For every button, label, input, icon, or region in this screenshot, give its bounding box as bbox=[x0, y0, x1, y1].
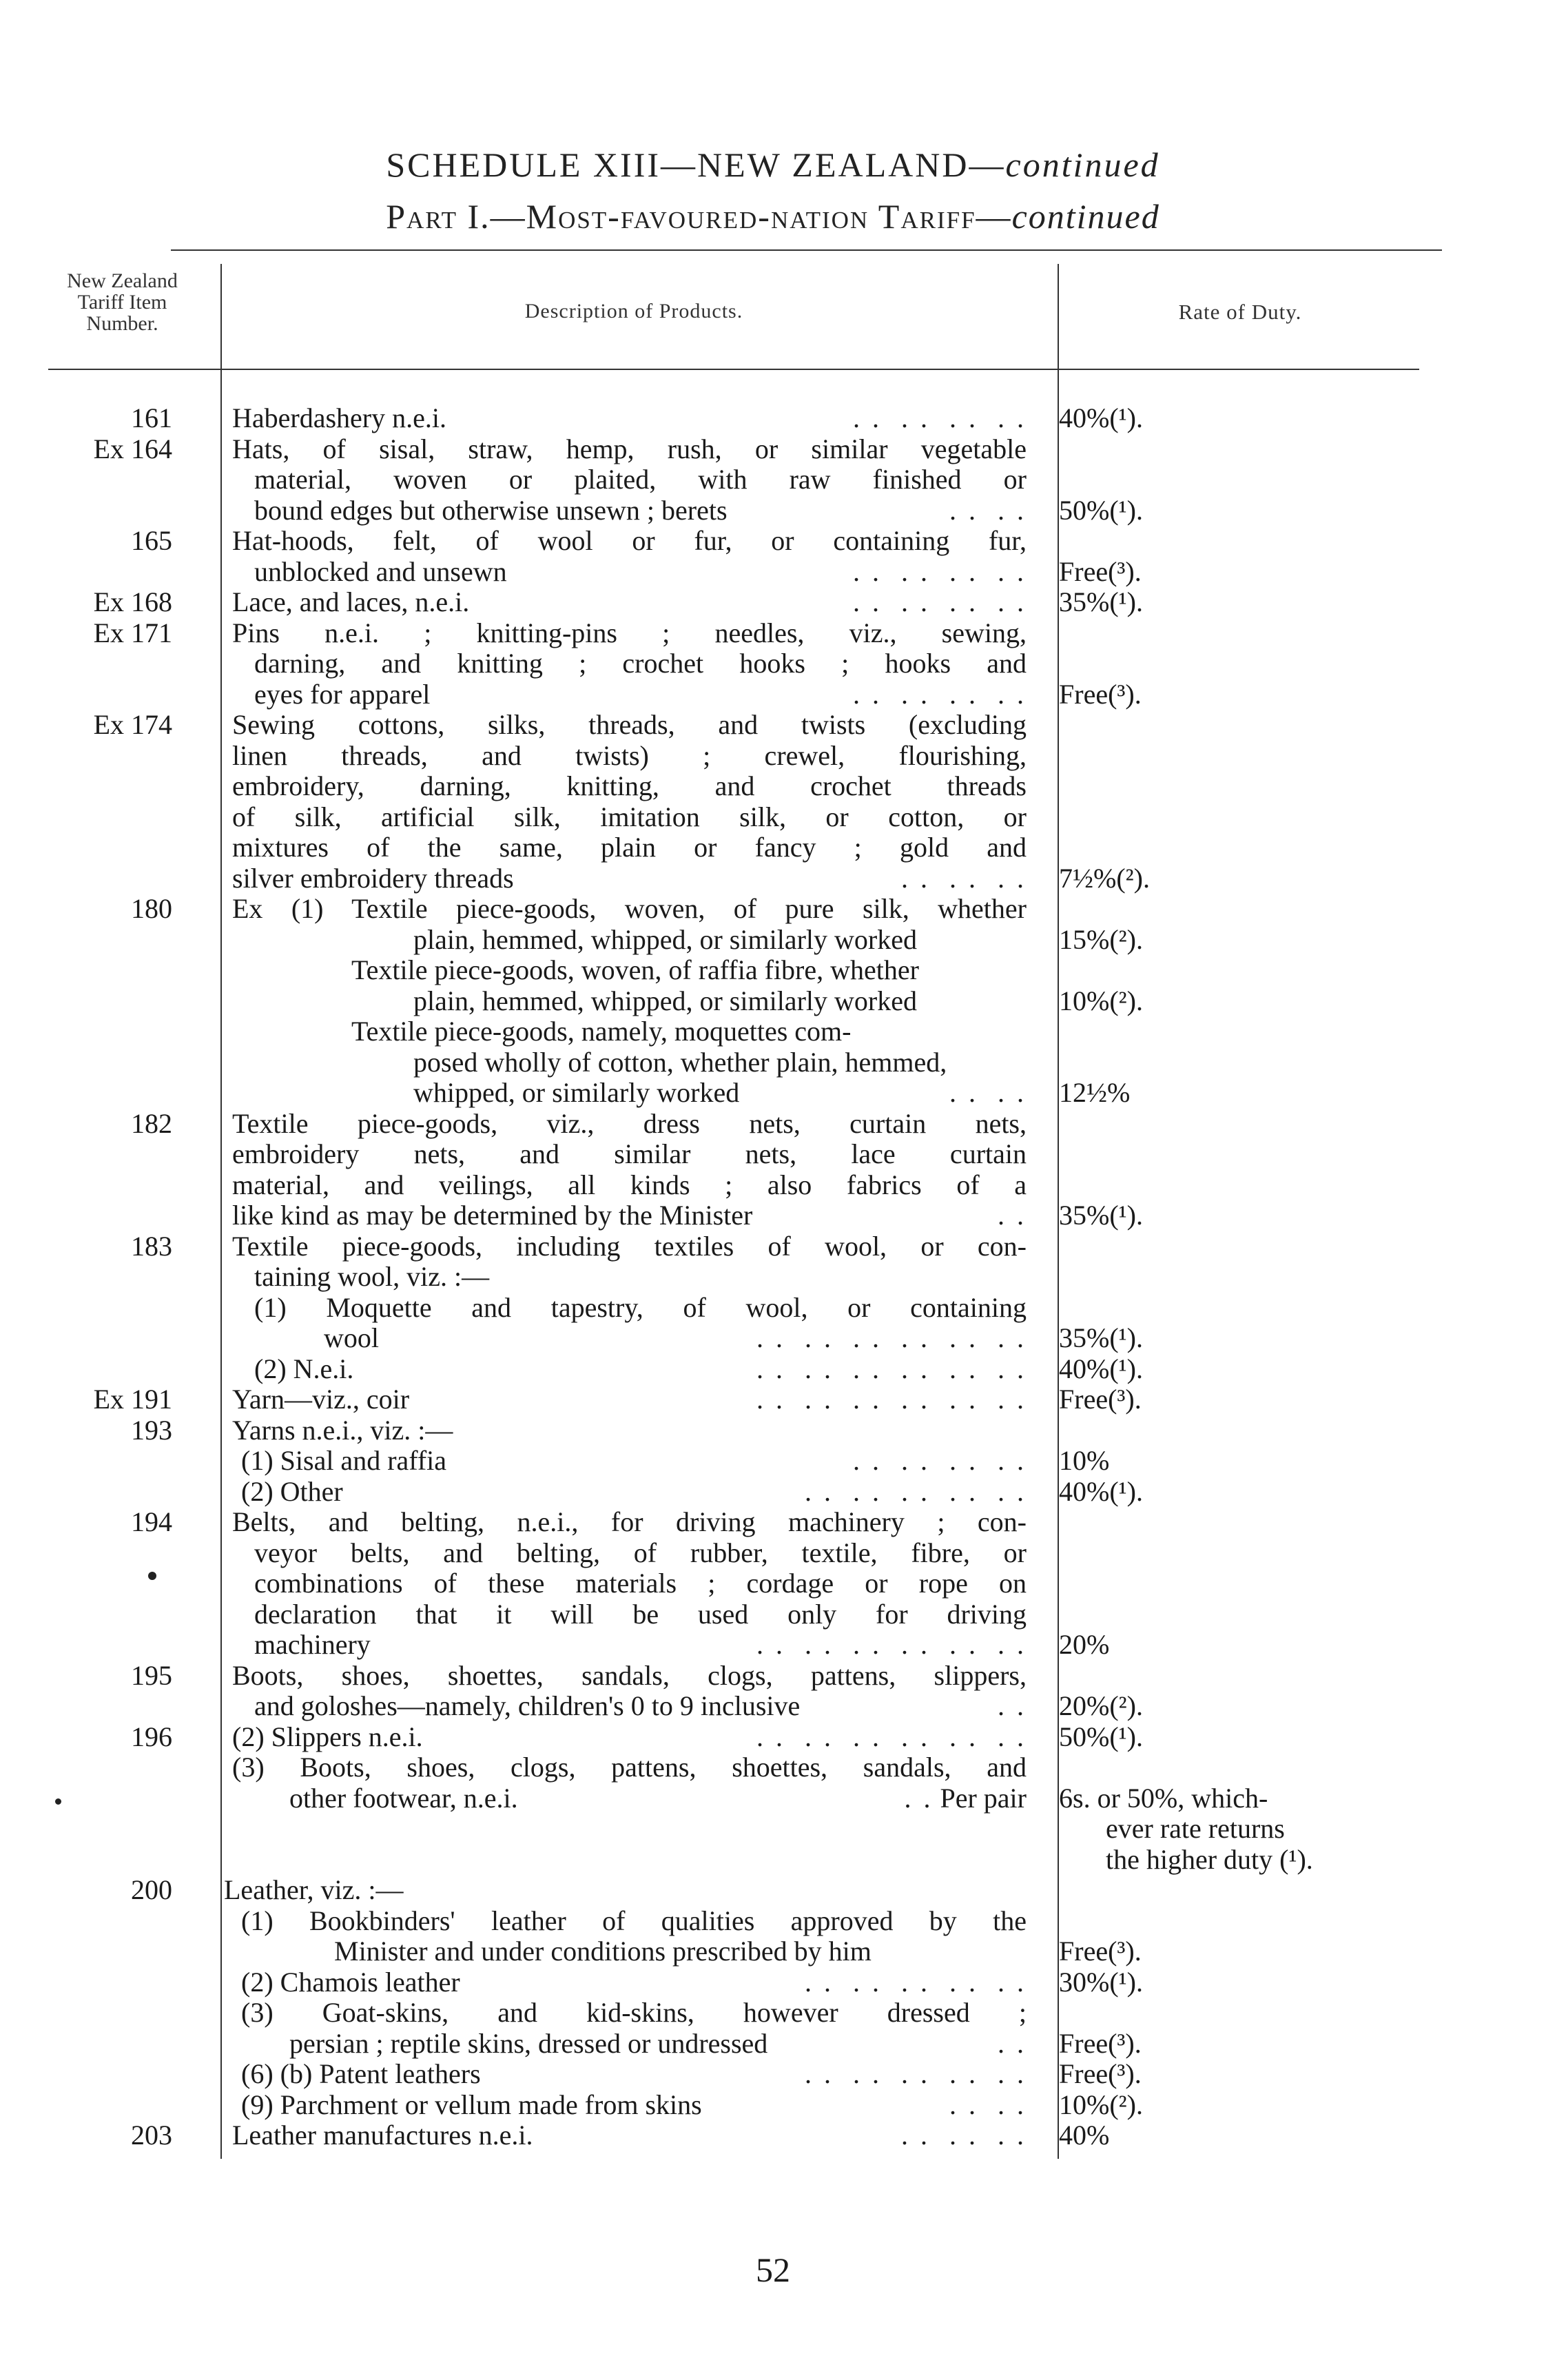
duty-rate: 12½% bbox=[1059, 1077, 1131, 1108]
product-description: Leather manufactures n.e.i. bbox=[232, 2120, 533, 2151]
margin-dot bbox=[55, 1798, 61, 1805]
tariff-item-number bbox=[0, 1814, 207, 1845]
duty-rate bbox=[1044, 1415, 1457, 1446]
product-description: like kind as may be determined by the Minister bbox=[232, 1200, 753, 1231]
table-row: (1) Sisal and raffia . . . . . . . . 10% bbox=[0, 1446, 1546, 1477]
duty-rate: Free(³). bbox=[1059, 1936, 1142, 1967]
product-description: Textile piece-goods, namely, moquettes com- bbox=[351, 1016, 852, 1047]
product-description: material, woven or plaited, with raw finished or bbox=[254, 464, 1027, 495]
schedule-title bbox=[0, 145, 1546, 185]
product-description: Haberdashery n.e.i. bbox=[232, 402, 446, 433]
table-row bbox=[0, 986, 1546, 1017]
duty-rate bbox=[1044, 648, 1457, 679]
product-description: Yarn—viz., coir bbox=[232, 1384, 410, 1415]
tariff-item-number: 161 bbox=[131, 402, 172, 433]
table-row bbox=[0, 741, 1546, 772]
duty-rate: 30%(¹). bbox=[1059, 1966, 1143, 1998]
tariff-item-number bbox=[0, 2090, 207, 2121]
duty-rate: Free(³). bbox=[1059, 678, 1142, 710]
column-header-description: Description of Products. bbox=[524, 300, 743, 322]
tariff-item-number bbox=[0, 2059, 207, 2090]
table-row bbox=[0, 1016, 1546, 1047]
duty-rate bbox=[1044, 1538, 1457, 1569]
table-row bbox=[0, 464, 1546, 495]
product-description: Boots, shoes, shoettes, sandals, clogs, pattens, slippers, bbox=[232, 1659, 1027, 1691]
product-description: darning, and knitting ; crochet hooks ; hooks and bbox=[254, 648, 1027, 679]
table-row bbox=[0, 832, 1546, 863]
table-row bbox=[0, 1415, 1546, 1446]
duty-rate bbox=[1044, 1231, 1457, 1262]
part-title bbox=[0, 196, 1546, 236]
tariff-item-number: 183 bbox=[131, 1230, 172, 1262]
tariff-item-number bbox=[0, 1538, 207, 1569]
product-description: machinery bbox=[254, 1629, 371, 1660]
table-row bbox=[0, 1170, 1546, 1201]
product-description: and goloshes—namely, children's 0 to 9 inclusive bbox=[254, 1690, 801, 1721]
tariff-item-number: Ex 171 bbox=[93, 617, 172, 648]
tariff-item-number bbox=[0, 1936, 207, 1967]
table-row bbox=[0, 1262, 1546, 1293]
product-description: bound edges but otherwise unsewn ; berets bbox=[254, 494, 728, 526]
table-row: 196 (2) Slippers n.e.i. . . . . . . . . . . . . 50%(¹). bbox=[0, 1722, 1546, 1753]
product-description: Lace, and laces, n.e.i. bbox=[232, 586, 470, 617]
duty-rate bbox=[1044, 1507, 1457, 1538]
product-description: embroidery nets, and similar nets, lace curtain bbox=[232, 1138, 1027, 1169]
duty-rate bbox=[1044, 434, 1457, 465]
product-description: Hats, of sisal, straw, hemp, rush, or similar vegetable bbox=[232, 433, 1027, 464]
product-description: plain, hemmed, whipped, or similarly worked bbox=[413, 923, 917, 955]
duty-rate: the higher duty (¹). bbox=[1106, 1843, 1313, 1875]
duty-rate bbox=[1044, 894, 1457, 925]
table-row bbox=[0, 1599, 1546, 1630]
product-description: Hat-hoods, felt, of wool or fur, or containing fur, bbox=[232, 525, 1027, 556]
duty-rate: 20%(²). bbox=[1059, 1690, 1143, 1721]
duty-rate: 40%(¹). bbox=[1059, 1475, 1143, 1507]
tariff-item-number bbox=[0, 1691, 207, 1722]
table-row: whipped, or similarly worked . . . . 12½% bbox=[0, 1078, 1546, 1109]
duty-rate bbox=[1044, 1293, 1457, 1324]
tariff-item-number bbox=[0, 1446, 207, 1477]
duty-rate bbox=[1044, 1170, 1457, 1201]
tariff-item-number bbox=[0, 1078, 207, 1109]
product-description: other footwear, n.e.i. bbox=[289, 1782, 518, 1814]
product-description: Leather, viz. :— bbox=[224, 1874, 404, 1905]
table-row: persian ; reptile skins, dressed or undressed . . Free(³). bbox=[0, 2029, 1546, 2060]
tariff-item-number bbox=[0, 1906, 207, 1937]
table-row: silver embroidery threads . . . . . . 7½%(²). bbox=[0, 863, 1546, 894]
product-description: persian ; reptile skins, dressed or undressed bbox=[289, 2027, 768, 2059]
duty-rate: 40%(¹). bbox=[1059, 1353, 1143, 1384]
table-row: (2) Other . . . . . . . . . . 40%(¹). bbox=[0, 1477, 1546, 1508]
table-row bbox=[0, 1752, 1546, 1783]
tariff-item-number: 195 bbox=[131, 1659, 172, 1691]
tariff-item-number: Ex 164 bbox=[93, 433, 172, 464]
table-row bbox=[0, 1568, 1546, 1599]
tariff-item-number bbox=[0, 1200, 207, 1231]
table-row: Ex 191 Yarn—viz., coir . . . . . . . . . . . . Free(³). bbox=[0, 1384, 1546, 1415]
duty-rate bbox=[1044, 1016, 1457, 1047]
tariff-item-number: Ex 168 bbox=[93, 586, 172, 617]
table-row bbox=[0, 1906, 1546, 1937]
table-row: (9) Parchment or vellum made from skins . . . . 10%(²). bbox=[0, 2090, 1546, 2121]
duty-rate bbox=[1044, 1752, 1457, 1783]
duty-rate bbox=[1044, 1262, 1457, 1293]
table-row bbox=[0, 434, 1546, 465]
duty-rate: Free(³). bbox=[1059, 1384, 1142, 1415]
table-row bbox=[0, 618, 1546, 649]
tariff-item-number bbox=[0, 741, 207, 772]
table-row bbox=[0, 648, 1546, 679]
duty-rate bbox=[1044, 802, 1457, 833]
table-row bbox=[0, 1845, 1546, 1876]
table-row bbox=[0, 802, 1546, 833]
product-description: Textile piece-goods, including textiles of wool, or con- bbox=[232, 1230, 1027, 1262]
product-description: Textile piece-goods, viz., dress nets, curtain nets, bbox=[232, 1107, 1027, 1139]
duty-rate: 40% bbox=[1059, 2120, 1110, 2151]
product-description: (3) Goat-skins, and kid-skins, however dressed ; bbox=[241, 1997, 1027, 2028]
tariff-item-number bbox=[0, 1262, 207, 1293]
tariff-item-number: Ex 174 bbox=[93, 709, 172, 740]
tariff-item-number bbox=[0, 2029, 207, 2060]
duty-rate bbox=[1044, 832, 1457, 863]
tariff-item-number bbox=[0, 679, 207, 710]
table-row bbox=[0, 1047, 1546, 1078]
table-row: like kind as may be determined by the Minister . . 35%(¹). bbox=[0, 1200, 1546, 1231]
tariff-item-number bbox=[0, 955, 207, 986]
tariff-item-number bbox=[0, 1170, 207, 1201]
product-description: Sewing cottons, silks, threads, and twists (excluding bbox=[232, 709, 1027, 740]
tariff-item-number bbox=[0, 1752, 207, 1783]
duty-rate bbox=[1044, 1875, 1457, 1906]
tariff-item-number bbox=[0, 802, 207, 833]
table-row: and goloshes—namely, children's 0 to 9 inclusive . . 20%(²). bbox=[0, 1691, 1546, 1722]
header-bottom-rule bbox=[48, 369, 1419, 370]
product-description: Yarns n.e.i., viz. :— bbox=[232, 1414, 453, 1446]
tariff-item-number bbox=[0, 1293, 207, 1324]
table-row bbox=[0, 1231, 1546, 1262]
product-description: Textile piece-goods, woven, of raffia fibre, whether bbox=[351, 954, 919, 985]
table-row bbox=[0, 1538, 1546, 1569]
table-row bbox=[0, 1875, 1546, 1906]
duty-rate: 35%(¹). bbox=[1059, 586, 1143, 617]
product-description: declaration that it will be used only for driving bbox=[254, 1598, 1027, 1630]
page-number: 52 bbox=[756, 2250, 790, 2289]
tariff-item-number bbox=[0, 863, 207, 894]
duty-rate bbox=[1044, 464, 1457, 495]
tariff-item-number bbox=[0, 1998, 207, 2029]
duty-rate bbox=[1044, 1998, 1457, 2029]
duty-rate: 6s. or 50%, which- bbox=[1059, 1782, 1268, 1814]
duty-rate bbox=[1044, 1568, 1457, 1599]
duty-rate: 7½%(²). bbox=[1059, 862, 1150, 894]
tariff-item-number bbox=[0, 925, 207, 956]
per-pair-label: Per pair bbox=[940, 1782, 1027, 1814]
tariff-item-number bbox=[0, 1354, 207, 1385]
product-description: (1) Bookbinders' leather of qualities approved by the bbox=[241, 1905, 1027, 1936]
tariff-item-number: 180 bbox=[131, 893, 172, 924]
table-row: unblocked and unsewn . . . . . . . . Free(³). bbox=[0, 557, 1546, 588]
table-row: (6) (b) Patent leathers . . . . . . . . . . Free(³). bbox=[0, 2059, 1546, 2090]
product-description: (1) Moquette and tapestry, of wool, or containing bbox=[254, 1291, 1027, 1323]
duty-rate bbox=[1044, 771, 1457, 802]
duty-rate: 15%(²). bbox=[1059, 923, 1143, 955]
product-description: material, and veilings, all kinds ; also fabrics of a bbox=[232, 1169, 1027, 1200]
tariff-table-body bbox=[0, 403, 1546, 2151]
table-row bbox=[0, 1109, 1546, 1140]
table-row bbox=[0, 925, 1546, 956]
duty-rate: 35%(¹). bbox=[1059, 1322, 1143, 1353]
duty-rate bbox=[1044, 618, 1457, 649]
tariff-item-number: 200 bbox=[131, 1874, 172, 1905]
table-row: (2) N.e.i. . . . . . . . . . . . . 40%(¹). bbox=[0, 1354, 1546, 1385]
product-description: mixtures of the same, plain or fancy ; gold and bbox=[232, 832, 1027, 863]
table-row bbox=[0, 526, 1546, 557]
duty-rate: 20% bbox=[1059, 1629, 1110, 1660]
tariff-item-number bbox=[0, 1477, 207, 1508]
product-description: (2) Slippers n.e.i. bbox=[232, 1721, 423, 1752]
tariff-item-number bbox=[0, 1967, 207, 1998]
column-header-number: New Zealand Tariff Item Number. bbox=[67, 269, 178, 335]
product-description: eyes for apparel bbox=[254, 678, 431, 710]
duty-rate: ever rate returns bbox=[1106, 1813, 1285, 1844]
product-description: (3) Boots, shoes, clogs, pattens, shoettes, sandals, and bbox=[232, 1752, 1027, 1783]
tariff-item-number bbox=[0, 1568, 207, 1599]
duty-rate: 50%(¹). bbox=[1059, 1721, 1143, 1752]
tariff-item-number: 203 bbox=[131, 2120, 172, 2151]
tariff-item-number bbox=[0, 1139, 207, 1170]
tariff-item-number: Ex 191 bbox=[93, 1384, 172, 1415]
product-description: taining wool, viz. :— bbox=[254, 1261, 490, 1292]
duty-rate: 35%(¹). bbox=[1059, 1200, 1143, 1231]
duty-rate: 40%(¹). bbox=[1059, 402, 1143, 433]
product-description: (6) (b) Patent leathers bbox=[241, 2058, 481, 2089]
product-description: veyor belts, and belting, of rubber, textile, fibre, or bbox=[254, 1537, 1027, 1568]
duty-rate: 50%(¹). bbox=[1059, 494, 1143, 526]
product-description: (2) Chamois leather bbox=[241, 1966, 460, 1998]
duty-rate: 10%(²). bbox=[1059, 2089, 1143, 2120]
tariff-item-number: 182 bbox=[131, 1107, 172, 1139]
table-row: machinery . . . . . . . . . . . . 20% bbox=[0, 1630, 1546, 1661]
table-row bbox=[0, 1139, 1546, 1170]
duty-rate bbox=[1044, 526, 1457, 557]
tariff-item-number bbox=[0, 495, 207, 526]
tariff-item-number: 196 bbox=[131, 1721, 172, 1752]
product-description: Minister and under conditions prescribed by him bbox=[334, 1936, 872, 1967]
tariff-item-number bbox=[0, 1047, 207, 1078]
table-top-rule bbox=[171, 249, 1442, 251]
product-description: linen threads, and twists) ; crewel, flourishing, bbox=[232, 739, 1027, 771]
tariff-item-number bbox=[0, 986, 207, 1017]
duty-rate bbox=[1044, 710, 1457, 741]
duty-rate bbox=[1044, 1599, 1457, 1630]
duty-rate: Free(³). bbox=[1059, 555, 1142, 587]
tariff-item-number bbox=[0, 1323, 207, 1354]
tariff-item-number: 165 bbox=[131, 525, 172, 556]
table-row: eyes for apparel . . . . . . . . Free(³). bbox=[0, 679, 1546, 710]
tariff-item-number bbox=[0, 1783, 207, 1814]
table-row: wool . . . . . . . . . . . . 35%(¹). bbox=[0, 1323, 1546, 1354]
table-row: Ex 168 Lace, and laces, n.e.i. . . . . . . . . 35%(¹). bbox=[0, 587, 1546, 618]
table-row bbox=[0, 1507, 1546, 1538]
product-description: (2) Other bbox=[241, 1475, 343, 1507]
product-description: Belts, and belting, n.e.i., for driving machinery ; con- bbox=[232, 1506, 1027, 1537]
duty-rate: Free(³). bbox=[1059, 2058, 1142, 2089]
product-description: of silk, artificial silk, imitation silk, or cotton, or bbox=[232, 801, 1027, 832]
product-description: (2) N.e.i. bbox=[254, 1353, 354, 1384]
table-row bbox=[0, 1814, 1546, 1845]
part-title-continued: continued bbox=[1011, 197, 1160, 236]
schedule-title-main: SCHEDULE XIII—NEW ZEALAND— bbox=[386, 145, 1006, 184]
tariff-item-number bbox=[0, 557, 207, 588]
tariff-item-number bbox=[0, 832, 207, 863]
duty-rate: 10% bbox=[1059, 1445, 1110, 1476]
tariff-item-number bbox=[0, 1599, 207, 1630]
duty-rate bbox=[1044, 1109, 1457, 1140]
table-row bbox=[0, 710, 1546, 741]
product-description: unblocked and unsewn bbox=[254, 555, 507, 587]
column-header-rate: Rate of Duty. bbox=[1178, 300, 1302, 324]
product-description: Pins n.e.i. ; knitting-pins ; needles, viz., sewing, bbox=[232, 617, 1027, 648]
table-row bbox=[0, 1998, 1546, 2029]
product-description: (9) Parchment or vellum made from skins bbox=[241, 2089, 702, 2120]
product-description: silver embroidery threads bbox=[232, 862, 514, 894]
duty-rate bbox=[1044, 1661, 1457, 1692]
product-description: combinations of these materials ; cordage or rope on bbox=[254, 1568, 1027, 1599]
table-row bbox=[0, 1936, 1546, 1967]
product-description: (1) Sisal and raffia bbox=[241, 1445, 447, 1476]
tariff-item-number bbox=[0, 771, 207, 802]
duty-rate bbox=[1044, 1906, 1457, 1937]
duty-rate bbox=[1044, 741, 1457, 772]
duty-rate bbox=[1044, 1139, 1457, 1170]
schedule-title-continued: continued bbox=[1005, 145, 1160, 184]
product-description: plain, hemmed, whipped, or similarly worked bbox=[413, 985, 917, 1016]
product-description: posed wholly of cotton, whether plain, hemmed, bbox=[413, 1046, 947, 1078]
duty-rate: 10%(²). bbox=[1059, 985, 1143, 1016]
table-row bbox=[0, 894, 1546, 925]
margin-dot bbox=[148, 1572, 156, 1580]
duty-rate bbox=[1044, 955, 1457, 986]
tariff-item-number bbox=[0, 464, 207, 495]
tariff-item-number bbox=[0, 1630, 207, 1661]
duty-rate: Free(³). bbox=[1059, 2027, 1142, 2059]
table-row: other footwear, n.e.i. . . Per pair 6s. or 50%, which- bbox=[0, 1783, 1546, 1814]
table-row bbox=[0, 1293, 1546, 1324]
table-row: 203 Leather manufactures n.e.i. . . . . . . 40% bbox=[0, 2120, 1546, 2151]
product-description: whipped, or similarly worked bbox=[413, 1077, 740, 1108]
table-row bbox=[0, 955, 1546, 986]
part-title-main: Part I.—Most-favoured-nation Tariff— bbox=[386, 197, 1012, 236]
tariff-item-number bbox=[0, 1016, 207, 1047]
table-row: bound edges but otherwise unsewn ; berets . . . . 50%(¹). bbox=[0, 495, 1546, 526]
tariff-item-number: 194 bbox=[131, 1506, 172, 1537]
table-row bbox=[0, 1661, 1546, 1692]
table-row: (2) Chamois leather . . . . . . . . . . 30%(¹). bbox=[0, 1967, 1546, 1998]
tariff-item-number bbox=[0, 1845, 207, 1876]
tariff-item-number: 193 bbox=[131, 1414, 172, 1446]
duty-rate bbox=[1044, 1047, 1457, 1078]
table-row: 161 Haberdashery n.e.i. . . . . . . . . 40%(¹). bbox=[0, 403, 1546, 434]
product-description: Ex (1) Textile piece-goods, woven, of pure silk, whether bbox=[232, 893, 1027, 924]
tariff-item-number bbox=[0, 648, 207, 679]
table-row bbox=[0, 771, 1546, 802]
product-description: wool bbox=[324, 1322, 379, 1353]
product-description: embroidery, darning, knitting, and crochet threads bbox=[232, 770, 1027, 801]
